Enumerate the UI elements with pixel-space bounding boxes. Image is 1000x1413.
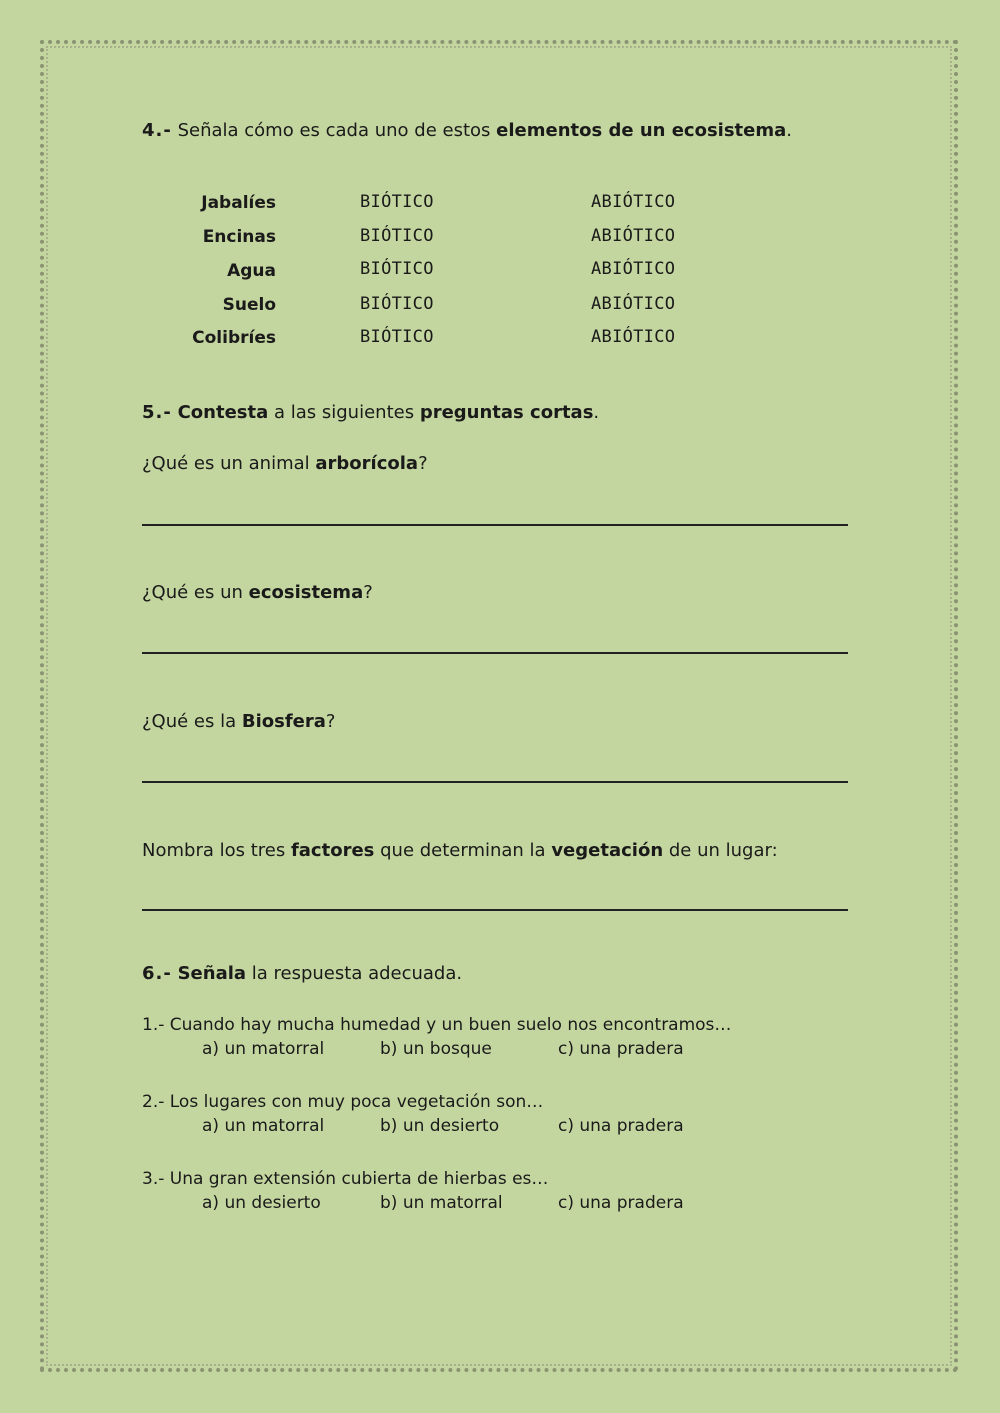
q5-bold-contesta: Contesta [177,402,269,423]
q4-text-bold: elementos de un ecosistema [496,120,787,141]
question-biosfera [142,711,335,732]
q6-bold-senala: Señala [177,963,247,984]
element-label: Encinas [202,227,276,247]
q5-text-end: . [593,402,600,423]
question-text: ¿Qué es un animal [142,453,310,474]
option-biotico[interactable]: BIÓTICO [360,259,434,279]
q4-number: 4.- [142,120,172,141]
mc-stem: 2.- Los lugares con muy poca vegetación son… [142,1092,544,1112]
element-label: Suelo [222,295,276,315]
option-biotico[interactable]: BIÓTICO [360,294,434,314]
mc-stem: 3.- Una gran extensión cubierta de hierbas es… [142,1169,549,1189]
answer-line[interactable] [142,909,848,911]
mc-option-b[interactable]: b) un matorral [380,1193,503,1213]
question-text: de un lugar: [668,840,778,861]
option-abiotico[interactable]: ABIÓTICO [591,327,676,347]
answer-line[interactable] [142,652,848,654]
question-text: ¿Qué es la [142,711,237,732]
question-mark: ? [418,453,428,474]
question-ecosistema [142,582,373,603]
question-arboricola [142,453,428,474]
q5-number: 5.- [142,402,172,423]
question-keyword: factores [290,840,375,861]
mc-option-a[interactable]: a) un matorral [202,1039,325,1059]
option-biotico[interactable]: BIÓTICO [360,226,434,246]
option-biotico[interactable]: BIÓTICO [360,327,434,347]
answer-line[interactable] [142,781,848,783]
question-text: que determinan la [380,840,546,861]
option-abiotico[interactable]: ABIÓTICO [591,259,676,279]
q6-number: 6.- [142,963,172,984]
element-label: Agua [227,261,276,281]
mc-option-c[interactable]: c) una pradera [558,1116,684,1136]
q5-text: a las siguientes [273,402,415,423]
question-keyword: vegetación [551,840,664,861]
option-abiotico[interactable]: ABIÓTICO [591,192,676,212]
mc-stem: 1.- Cuando hay mucha humedad y un buen suelo nos encontramos… [142,1015,732,1035]
option-abiotico[interactable]: ABIÓTICO [591,294,676,314]
mc-option-b[interactable]: b) un bosque [380,1039,492,1059]
mc-option-c[interactable]: c) una pradera [558,1193,684,1213]
question-mark: ? [325,711,336,732]
q4-text-end: . [786,120,793,141]
question-text: Nombra los tres [142,840,286,861]
q4-text: Señala cómo es cada uno de estos [177,120,491,141]
question-mark: ? [363,582,373,603]
mc-option-c[interactable]: c) una pradera [558,1039,684,1059]
question-keyword: ecosistema [248,582,364,603]
q6-heading [142,963,462,984]
mc-option-a[interactable]: a) un matorral [202,1116,325,1136]
question-text: ¿Qué es un [142,582,243,603]
q4-heading [142,120,792,141]
q5-bold-preguntas: preguntas cortas [419,402,594,423]
q6-text: la respuesta adecuada. [251,963,463,984]
question-factores [142,840,778,861]
q5-heading [142,402,599,423]
option-biotico[interactable]: BIÓTICO [360,192,434,212]
element-label: Colibríes [192,328,276,348]
mc-option-a[interactable]: a) un desierto [202,1193,321,1213]
option-abiotico[interactable]: ABIÓTICO [591,226,676,246]
answer-line[interactable] [142,524,848,526]
question-keyword: Biosfera [241,711,326,732]
question-keyword: arborícola [315,453,419,474]
mc-option-b[interactable]: b) un desierto [380,1116,500,1136]
element-label: Jabalíes [201,193,276,213]
